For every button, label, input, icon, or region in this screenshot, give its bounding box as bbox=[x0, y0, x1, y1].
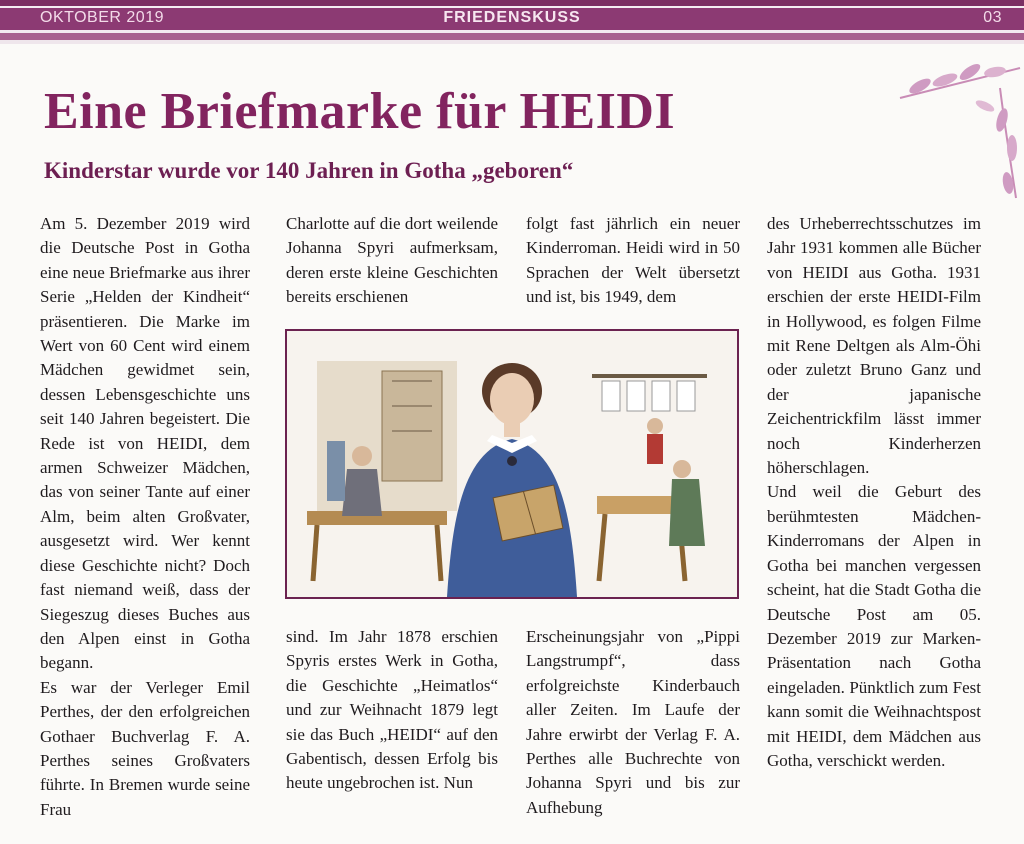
column-2-top bbox=[286, 212, 498, 310]
column-3-bottom bbox=[526, 625, 740, 820]
paragraph: Und weil die Geburt des berühmtesten Mädchen-Kinderromans der Alpen in Gotha bei manchen vergessen scheint, hat die Stadt Gotha die Deutsche Post am 05. Dezember 2019 zur Marken-Präsentation nach Gotha eingeladen. Pünktlich zum Fest kann somit die Weihnachtspost mit HEIDI, dem Mädchen aus Gotha, verschickt werden. bbox=[767, 482, 981, 770]
headline: Eine Briefmarke für HEIDI bbox=[44, 83, 676, 140]
column-4 bbox=[767, 212, 981, 773]
page-number: 03 bbox=[983, 9, 1002, 26]
paragraph: Erscheinungsjahr von „Pippi Langstrumpf“, dass erfolgreichste Kinderbauch aller Zeiten. Im Laufe der Jahre erwirbt der Verlag F. A. Perthes alle Buchrechte von Johanna Spyri und bis zur Aufhebung bbox=[526, 627, 740, 817]
issue-date: OKTOBER 2019 bbox=[40, 9, 164, 26]
paragraph: Charlotte auf die dort weilende Johanna Spyri aufmerksam, deren erste kleine Geschichten bereits erschienen bbox=[286, 214, 498, 307]
paragraph: folgt fast jährlich ein neuer Kinderroman. Heidi wird in 50 Sprachen der Welt übersetzt und ist, bis 1949, dem bbox=[526, 214, 740, 307]
publication-name: FRIEDENSKUSS bbox=[443, 9, 581, 26]
column-3-top bbox=[526, 212, 740, 310]
paragraph: Es war der Verleger Emil Perthes, der den erfolgreichen Gothaer Buchverlag F. A. Perthes seines Großvaters führte. In Bremen wurde seine Frau bbox=[40, 677, 250, 819]
paragraph: des Urheberrechtsschutzes im Jahr 1931 kommen alle Bücher von HEIDI aus Gotha. 1931 erschien der erste HEIDI-Film in Hollywood, es folgen Filme mit Rene Deltgen als Alm-Öhi oder zuletzt Bruno Ganz und der japanische Zeichentrickfilm lässt immer noch Kinderherzen höherschlagen. bbox=[767, 214, 981, 478]
column-1 bbox=[40, 212, 250, 822]
column-2-bottom bbox=[286, 625, 498, 796]
stamp-illustration bbox=[285, 329, 739, 599]
subheadline: Kinderstar wurde vor 140 Jahren in Gotha „geboren“ bbox=[44, 158, 574, 183]
stamp-illustration-icon bbox=[287, 331, 737, 597]
paragraph: sind. Im Jahr 1878 erschien Spyris erstes Werk in Gotha, die Geschichte „Heimatlos“ und zur Weihnacht 1879 legt sie das Buch „HEIDI“ auf den Gabentisch, dessen Erfolg bis heute ungebrochen ist. Nun bbox=[286, 627, 498, 793]
paragraph: Am 5. Dezember 2019 wird die Deutsche Post in Gotha eine neue Briefmarke aus ihrer Serie „Helden der Kindheit“ präsentieren. Die Marke im Wert von 60 Cent wird einem Mädchen gewidmet sein, dessen Lebensgeschichte uns seit 140 Jahren begeistert. Die Rede ist von HEIDI, dem armen Schweizer Mädchen, das von seiner Tante auf einer Alm, beim alten Großvater, ausgesetzt wird. Wer kennt diese Geschichte nicht? Doch fast niemand weiß, dass der Siegeszug dieses Buches aus den Alpen einst in Gotha begann. bbox=[40, 214, 250, 673]
leaf-ornament-icon bbox=[890, 58, 1024, 208]
